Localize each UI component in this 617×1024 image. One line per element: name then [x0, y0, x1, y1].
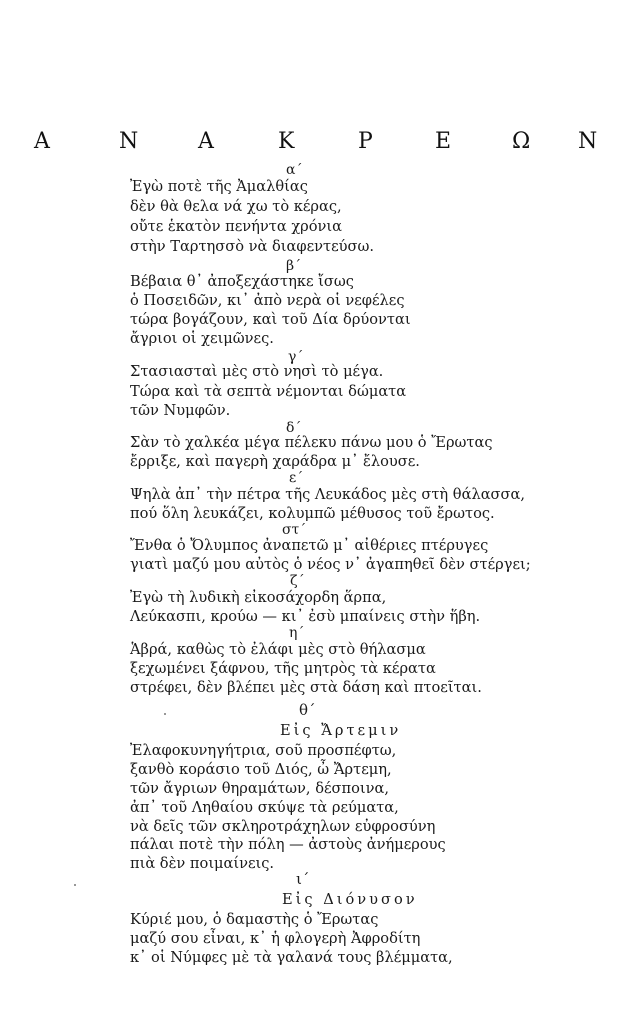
- poem-heading: Εἰς Διόνυσον: [282, 891, 418, 908]
- verse-line: Βέβαια θ᾿ ἀποξεχάστηκε ἴσως: [130, 273, 354, 290]
- verse-line: γιατὶ μαζύ μου αὐτὸς ὁ νέος ν᾿ ἀγαπηθεῖ δὲν στέργει;: [130, 556, 531, 573]
- verse-line: δὲν θὰ θελα νά χω τὸ κέρας,: [130, 198, 342, 215]
- section-number: ζ΄: [290, 573, 305, 589]
- verse-line: ἀπ᾿ τοῦ Ληθαίου σκύψε τὰ ρεύματα,: [130, 799, 399, 816]
- section-number: β΄: [286, 258, 302, 274]
- title-letter: Ρ: [358, 129, 373, 154]
- verse-line: Ἐγὼ τὴ λυδικὴ εἰκοσάχορδη ἅρπα,: [130, 589, 387, 606]
- title-letter: Ω: [512, 129, 531, 154]
- poem-heading: Εἰς Ἄρτεμιν: [280, 722, 402, 739]
- section-number: η΄: [289, 625, 305, 641]
- section-number: στ΄: [282, 522, 307, 538]
- verse-line: Ἐγὼ ποτὲ τῆς Ἀμαλθίας: [130, 178, 308, 195]
- title-letter: Α: [198, 129, 214, 154]
- title-letter: Ν: [119, 129, 139, 154]
- section-number: α΄: [286, 162, 303, 178]
- verse-line: Ψηλὰ ἀπ᾿ τὴν πέτρα τῆς Λευκάδος μὲς στὴ θάλασσα,: [130, 486, 525, 503]
- verse-line: τῶν ἄγριων θηραμάτων, δέσποινα,: [130, 780, 389, 797]
- verse-line: στὴν Ταρτησσὸ νὰ διαφεντεύσω.: [130, 238, 375, 255]
- verse-line: στρέφει, δὲν βλέπει μὲς στὰ δάση καὶ πτοεῖται.: [130, 679, 482, 696]
- verse-line: ξεχωμένει ξάφνου, τῆς μητρὸς τὰ κέρατα: [130, 660, 436, 677]
- verse-line: νὰ δεῖς τῶν σκληροτράχηλων εὐφροσύνη: [130, 818, 436, 835]
- section-number: δ΄: [286, 420, 302, 436]
- verse-line: πάλαι ποτὲ τὴν πόλη — ἀστοὺς ἀνήμερους: [130, 836, 446, 853]
- verse-line: ξανθὸ κοράσιο τοῦ Διός, ὦ Ἄρτεμη,: [130, 761, 392, 778]
- verse-line: Σὰν τὸ χαλκέα μέγα πέλεκυ πάνω μου ὁ Ἔρωτας: [130, 434, 493, 451]
- scan-speck: [74, 884, 76, 886]
- verse-line: πού ὅλη λευκάζει, κολυμπῶ μέθυσος τοῦ ἔρωτος.: [130, 505, 495, 522]
- title-letter: Ν: [578, 129, 598, 154]
- section-number: ε΄: [289, 470, 304, 486]
- verse-line: Ἐλαφοκυνηγήτρια, σοῦ προσπέφτω,: [130, 742, 397, 759]
- verse-line: Τώρα καὶ τὰ σεπτὰ νέμονται δώματα: [130, 383, 407, 400]
- verse-line: τῶν Νυμφῶν.: [130, 402, 231, 419]
- section-number: θ΄: [299, 701, 316, 719]
- verse-line: Κύριέ μου, ὁ δαμαστὴς ὁ Ἔρωτας: [130, 911, 379, 928]
- verse-line: πιὰ δὲν ποιμαίνεις.: [130, 855, 275, 872]
- section-number: γ΄: [288, 349, 304, 365]
- verse-line: ἄγριοι οἱ χειμῶνες.: [130, 330, 274, 347]
- title-letter: Κ: [278, 129, 295, 154]
- verse-line: Ἁβρά, καθὼς τὸ ἐλάφι μὲς στὸ θήλασμα: [130, 641, 426, 658]
- verse-line: ἔρριξε, καὶ παγερὴ χαράδρα μ᾿ ἔλουσε.: [130, 453, 420, 470]
- verse-line: οὔτε ἑκατὸν πενήντα χρόνια: [130, 218, 342, 235]
- scan-speck: [164, 713, 166, 715]
- verse-line: Στασιασταὶ μὲς στὸ νησὶ τὸ μέγα.: [130, 363, 384, 380]
- verse-line: Ἔνθα ὁ Ὄλυμπος ἀναπετῶ μ᾿ αἰθέριες πτέρυγες: [130, 537, 489, 554]
- verse-line: τώρα βογάζουν, καὶ τοῦ Δία δρύονται: [130, 311, 411, 328]
- verse-line: Λεύκασπι, κρούω — κι᾿ ἐσὺ μπαίνεις στὴν ἥβη.: [130, 608, 481, 625]
- verse-line: μαζύ σου εἶναι, κ᾿ ἡ φλογερὴ Ἀφροδίτη: [130, 930, 421, 947]
- section-number: ι΄: [296, 870, 310, 888]
- title-letter: Ε: [435, 129, 452, 154]
- title-letter: Α: [34, 129, 50, 154]
- verse-line: κ᾿ οἱ Νύμφες μὲ τὰ γαλανά τους βλέμματα,: [130, 949, 453, 966]
- page-title: [34, 127, 598, 157]
- verse-line: ὁ Ποσειδῶν, κι᾿ ἀπὸ νερὰ οἱ νεφέλες: [130, 292, 405, 309]
